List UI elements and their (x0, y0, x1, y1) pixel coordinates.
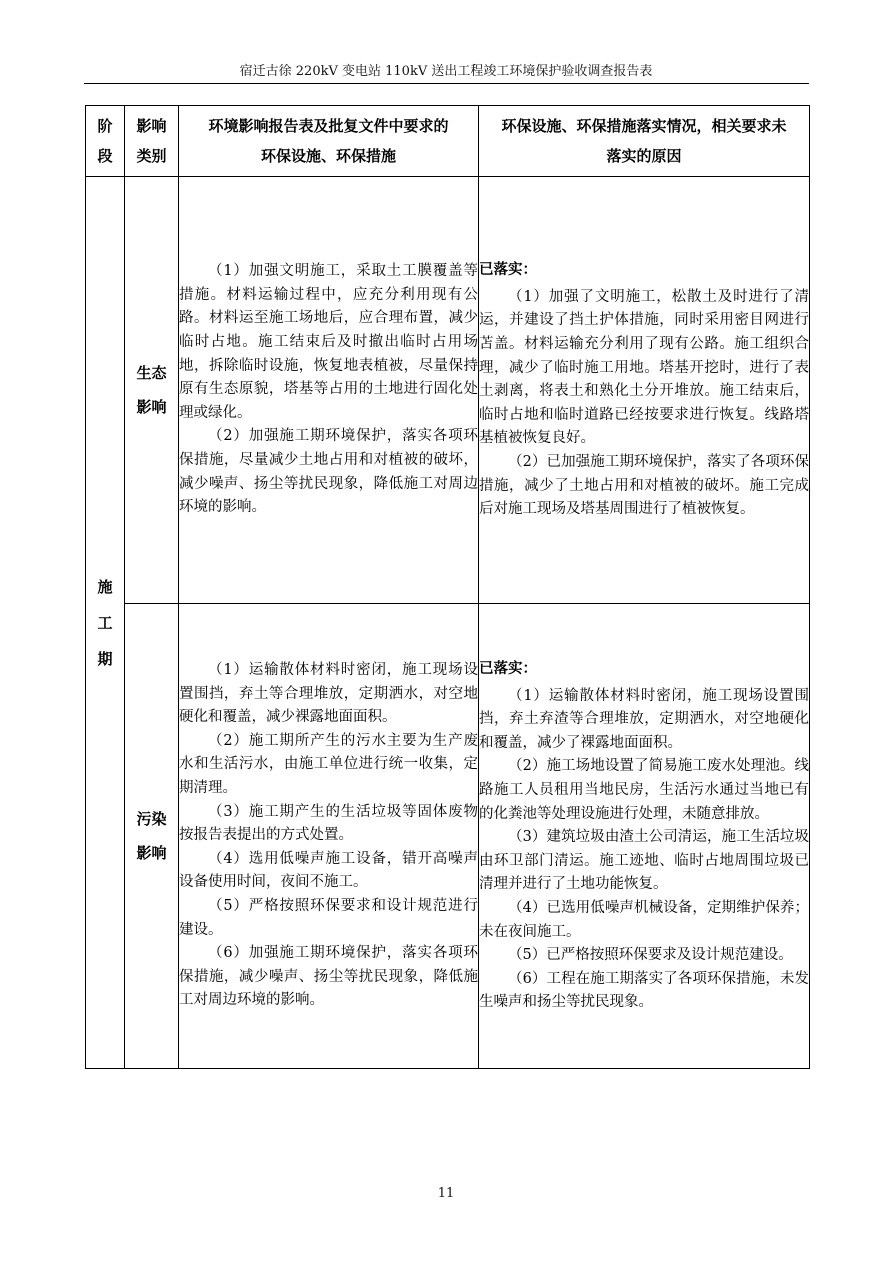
stage-char: 施 (97, 577, 113, 596)
requirements-cell-ecological (179, 177, 479, 604)
header-stage-line: 阶 (97, 117, 113, 135)
implementation-item: （4）已选用低噪声机械设备，定期维护保养；未在夜间施工。 (479, 899, 809, 940)
header-category-line: 类别 (136, 147, 167, 165)
category-line: 生态 (136, 364, 167, 382)
implementation-item: （6）工程在施工期落实了各项环保措施，未发生噪声和扬尘等扰民现象。 (479, 970, 809, 1011)
implementation-cell-ecological (479, 177, 810, 604)
header-category (125, 106, 179, 177)
header-category-line: 影响 (136, 117, 167, 135)
header-requirements-line: 环境影响报告表及批复文件中要求的 (208, 117, 449, 135)
report-header-title: 宿迁古徐 220kV 变电站 110kV 送出工程竣工环境保护验收调查报告表 (239, 64, 653, 79)
header-implementation-line: 落实的原因 (606, 147, 682, 165)
implementation-item: （5）已严格按照环保要求及设计规范建设。 (508, 947, 793, 964)
implementation-item: （2）已加强施工期环境保护，落实了各项环保措施，减少了土地占用和对植被的破坏。施工完成后对施工现场及塔基周围进行了植被恢复。 (479, 453, 809, 518)
header-stage-line: 段 (97, 147, 113, 165)
implementation-item: （1）加强了文明施工，松散土及时进行了清运，并建设了挡土护体措施，同时采用密目网进行苫盖。材料运输充分利用了现有公路。施工组织合理，减少了临时施工用地。塔基开挖时，进行了表土剥离，将表土和熟化土分开堆放。施工结束后，临时占地和临时道路已经按要求进行恢复。线路塔基植被恢复良好。 (479, 288, 809, 447)
header-requirements-line: 环保设施、环保措施 (260, 147, 396, 165)
header-implementation-line: 环保设施、环保措施落实情况，相关要求未 (501, 117, 787, 135)
category-line: 污染 (136, 810, 167, 828)
table-row-ecological (86, 177, 810, 604)
stage-char: 工 (97, 613, 113, 632)
requirements-cell-pollution (179, 604, 479, 1069)
requirement-item: （1）运输散体材料时密闭，施工现场设置围挡，弃土等合理堆放，定期洒水，对空地硬化和覆盖，减少裸露地面面积。 (179, 662, 478, 726)
category-cell-pollution (125, 604, 179, 1069)
requirement-item: （4）选用低噪声施工设备，错开高噪声设备使用时间，夜间不施工。 (179, 850, 478, 891)
requirement-item: （5）严格按照环保要求和设计规范进行建设。 (179, 897, 478, 938)
stage-cell (86, 177, 125, 1069)
header-divider (84, 83, 809, 84)
stage-char: 期 (97, 649, 113, 668)
implemented-label: 已落实： (479, 660, 537, 678)
header-implementation (479, 106, 810, 177)
requirement-item: （2）施工期所产生的污水主要为生产废水和生活污水，由施工单位进行统一收集，定期清理。 (179, 732, 478, 797)
implementation-cell-pollution (479, 604, 810, 1069)
implementation-item: （3）建筑垃圾由渣土公司清运，施工生活垃圾由环卫部门清运。施工迹地、临时占地周围垃圾已清理并进行了土地功能恢复。 (479, 829, 809, 893)
header-requirements (179, 106, 479, 177)
implementation-item: （2）施工场地设置了简易施工废水处理池。线路施工人员租用当地民房，生活污水通过当地已有的化粪池等处理设施进行处理，未随意排放。 (479, 758, 809, 822)
env-protection-table (85, 105, 810, 1069)
requirement-item: （6）加强施工期环境保护，落实各项环保措施，减少噪声、扬尘等扰民现象，降低施工对周边环境的影响。 (179, 945, 478, 1009)
category-line: 影响 (136, 398, 167, 416)
implementation-item: （1）运输散体材料时密闭，施工现场设置围挡，弃土弃渣等合理堆放，定期洒水，对空地硬化和覆盖，减少了裸露地面面积。 (479, 687, 809, 751)
requirement-item: （1）加强文明施工，采取土工膜覆盖等措施。材料运输过程中，应充分利用现有公路。材料运至施工场地后，应合理布置，减少临时占地。施工结束后及时撤出临时占用场地，拆除临时设施，恢复地表植被，尽量保持原有生态原貌，塔基等占用的土地进行固化处理或绿化。 (179, 263, 478, 421)
category-cell-ecological (125, 177, 179, 604)
implemented-label: 已落实： (479, 261, 537, 279)
category-line: 影响 (136, 844, 167, 862)
requirement-item: （2）加强施工期环境保护，落实各项环保措施，尽量减少土地占用和对植被的破坏，减少噪声、扬尘等扰民现象，降低施工对周边环境的影响。 (179, 428, 478, 516)
table-row-pollution (86, 604, 810, 1069)
page-number: 11 (437, 1186, 455, 1201)
header-stage (86, 106, 125, 177)
requirement-item: （3）施工期产生的生活垃圾等固体废物按报告表提出的方式处置。 (179, 803, 478, 844)
table-header-row (86, 106, 810, 177)
